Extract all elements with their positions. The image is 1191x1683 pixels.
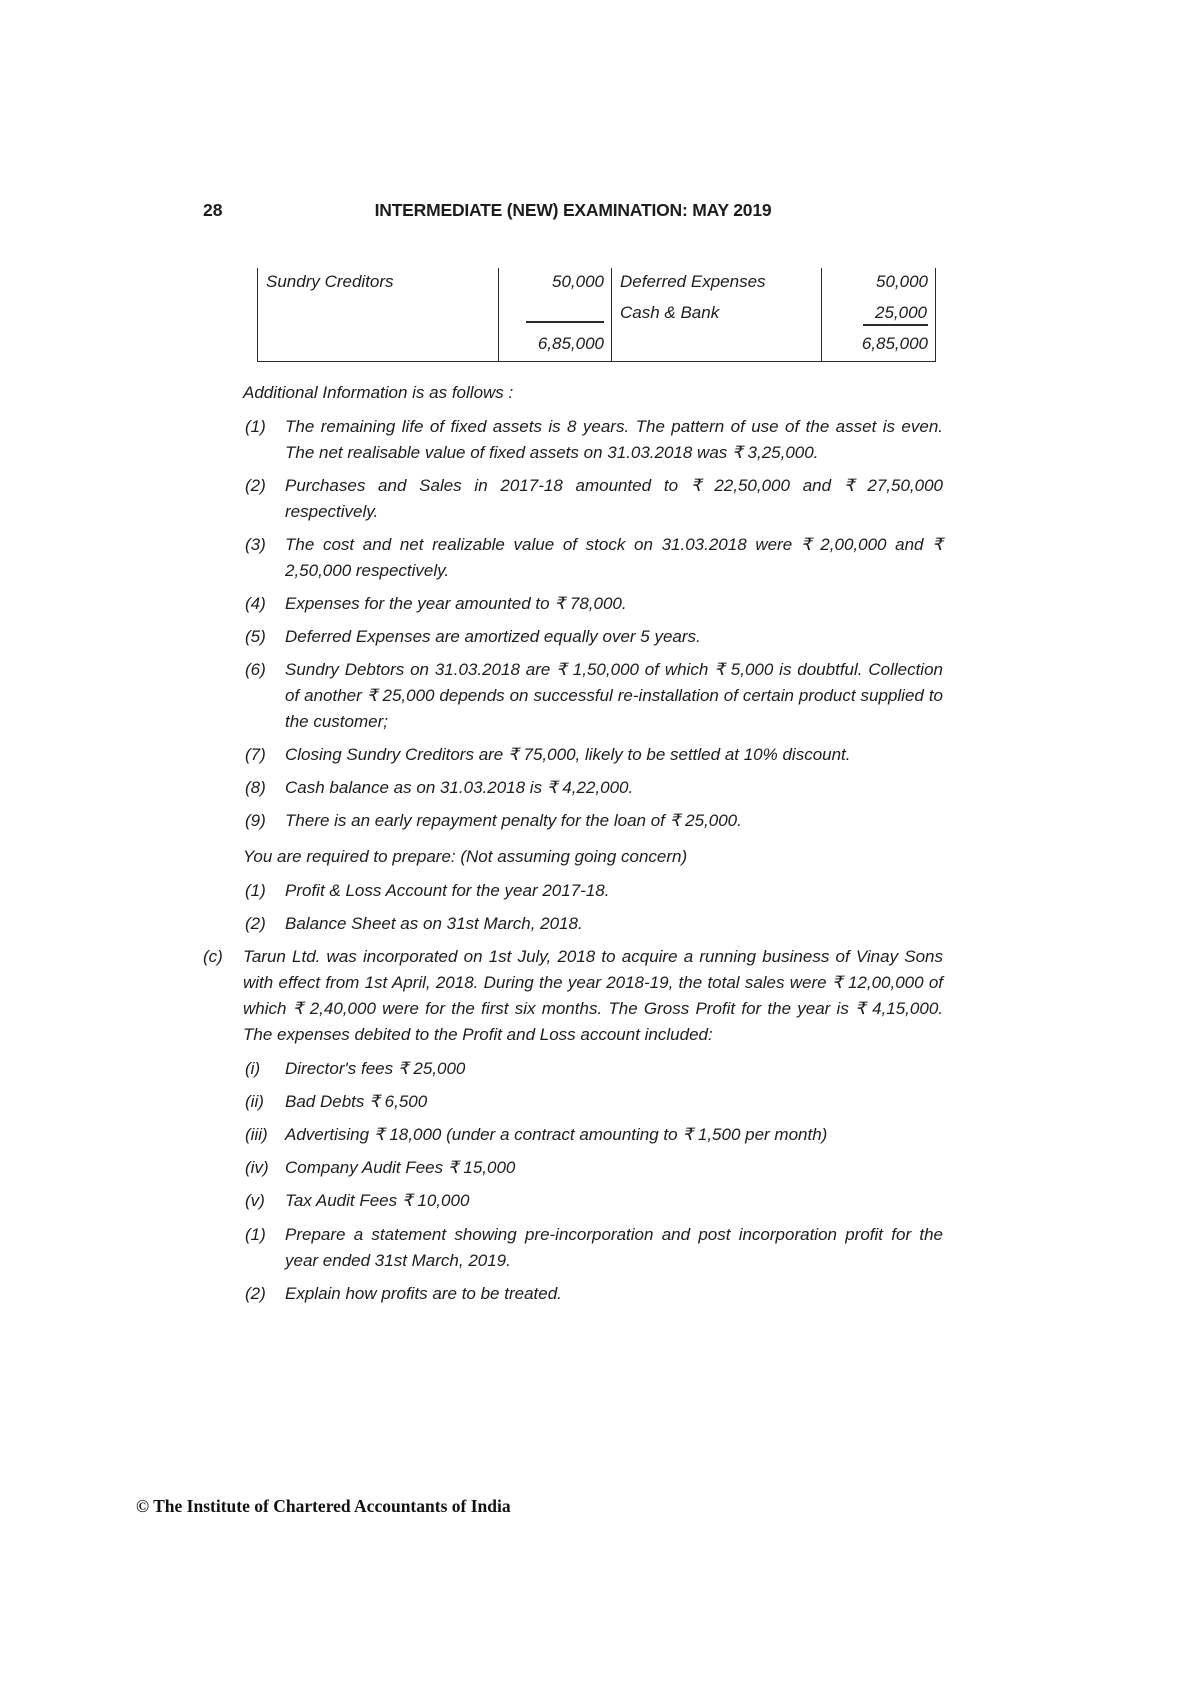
list-item — [245, 1089, 943, 1115]
footer-copyright: © The Institute of Chartered Accountants of India — [136, 1496, 511, 1516]
page-header — [203, 200, 943, 224]
item-number: (2) — [245, 1284, 266, 1303]
list-item — [245, 1122, 943, 1148]
list-item — [245, 1222, 943, 1274]
item-number: (9) — [245, 811, 266, 830]
list-item — [245, 1155, 943, 1181]
item-text: Advertising ₹ 18,000 (under a contract amounting to ₹ 1,500 per month) — [285, 1125, 828, 1144]
list-item — [245, 624, 943, 650]
item-number: (ii) — [245, 1092, 264, 1111]
list-item — [245, 1056, 943, 1082]
list-item — [245, 775, 943, 801]
item-number: (1) — [245, 881, 266, 900]
list-item — [245, 591, 943, 617]
liabilities-amount-cell: 50,000 — [499, 268, 612, 299]
question-body — [203, 380, 943, 1314]
assets-name-cell: Cash & Bank — [612, 299, 822, 330]
additional-info-heading: Additional Information is as follows : — [243, 383, 514, 402]
part-c-paragraph: Tarun Ltd. was incorporated on 1st July, 2018 to acquire a running business of Vinay Sons with effect from 1st April, 2018. During the year 2018-19, the total sales were ₹ 12,00,000 of which ₹ 2,40,000 were for the first six months. The Gross Profit for the year is ₹ 4,15,000. The expenses debited to the Profit and Loss account included: — [243, 947, 943, 1044]
assets-total-cell: 6,85,000 — [861, 334, 928, 353]
list-item — [245, 473, 943, 525]
item-text: Explain how profits are to be treated. — [285, 1284, 562, 1303]
table-row — [258, 268, 935, 299]
page-number: 28 — [203, 200, 223, 220]
item-number: (1) — [245, 1225, 266, 1244]
item-text: Company Audit Fees ₹ 15,000 — [285, 1158, 516, 1177]
list-item — [245, 878, 943, 904]
item-number: (8) — [245, 778, 266, 797]
additional-info-list — [245, 414, 943, 834]
item-text: There is an early repayment penalty for the loan of ₹ 25,000. — [285, 811, 742, 830]
liabilities-name-cell — [258, 330, 499, 361]
liabilities-name-cell: Sundry Creditors — [258, 268, 499, 299]
tasks-list — [245, 1222, 943, 1307]
table-row — [258, 330, 935, 361]
expenses-list — [245, 1056, 943, 1214]
liabilities-total-cell: 6,85,000 — [499, 330, 612, 361]
item-text: Purchases and Sales in 2017-18 amounted to ₹ 22,50,000 and ₹ 27,50,000 respectively. — [285, 476, 943, 521]
balance-sheet-table — [257, 268, 936, 362]
item-text: Balance Sheet as on 31st March, 2018. — [285, 914, 583, 933]
item-number: (1) — [245, 417, 266, 436]
list-item — [245, 808, 943, 834]
underlined-amount: 25,000 — [863, 303, 928, 326]
item-text: Director's fees ₹ 25,000 — [285, 1059, 466, 1078]
item-text: Tax Audit Fees ₹ 10,000 — [285, 1191, 470, 1210]
item-text: Prepare a statement showing pre-incorporation and post incorporation profit for the year ended 31st March, 2019. — [285, 1225, 943, 1270]
requirement-list — [245, 878, 943, 937]
liabilities-name-cell — [258, 299, 499, 330]
item-text: The remaining life of fixed assets is 8 years. The pattern of use of the asset is even. The net realisable value of fixed assets on 31.03.2018 was ₹ 3,25,000. — [285, 417, 943, 462]
item-number: (4) — [245, 594, 266, 613]
item-number: (6) — [245, 660, 266, 679]
item-number: (7) — [245, 745, 266, 764]
item-text: Profit & Loss Account for the year 2017-18. — [285, 881, 610, 900]
list-item — [245, 414, 943, 466]
page-content — [203, 200, 943, 1314]
table-row — [258, 299, 935, 330]
list-item — [245, 1188, 943, 1214]
item-text: Bad Debts ₹ 6,500 — [285, 1092, 428, 1111]
item-text: Cash balance as on 31.03.2018 is ₹ 4,22,000. — [285, 778, 634, 797]
list-item — [245, 1281, 943, 1307]
sum-rule — [526, 303, 604, 323]
list-item — [245, 742, 943, 768]
part-c — [203, 944, 943, 1314]
item-number: (iv) — [245, 1158, 269, 1177]
item-number: (2) — [245, 914, 266, 933]
liabilities-amount-cell — [499, 299, 612, 330]
part-c-body — [243, 944, 943, 1314]
item-text: Sundry Debtors on 31.03.2018 are ₹ 1,50,000 of which ₹ 5,000 is doubtful. Collection of another ₹ 25,000 depends on successful re-installation of certain product supplied to the customer; — [285, 660, 943, 731]
item-text: Closing Sundry Creditors are ₹ 75,000, likely to be settled at 10% discount. — [285, 745, 851, 764]
assets-name-cell: Deferred Expenses — [612, 268, 822, 299]
item-number: (3) — [245, 535, 266, 554]
item-text: Deferred Expenses are amortized equally over 5 years. — [285, 627, 701, 646]
header-title: INTERMEDIATE (NEW) EXAMINATION: MAY 2019 — [374, 200, 772, 220]
item-number: (i) — [245, 1059, 261, 1078]
list-item — [245, 911, 943, 937]
requirement-intro: You are required to prepare: (Not assuming going concern) — [243, 847, 688, 866]
item-text: Expenses for the year amounted to ₹ 78,000. — [285, 594, 627, 613]
assets-name-cell — [612, 330, 822, 361]
item-number: (2) — [245, 476, 266, 495]
item-number: (5) — [245, 627, 266, 646]
part-label: (c) — [203, 947, 223, 966]
item-text: The cost and net realizable value of stock on 31.03.2018 were ₹ 2,00,000 and ₹ 2,50,000 respectively. — [285, 535, 943, 580]
item-number: (v) — [245, 1191, 265, 1210]
assets-amount-cell: 50,000 — [876, 272, 928, 291]
item-number: (iii) — [245, 1125, 268, 1144]
assets-amount-cell — [822, 299, 935, 330]
list-item — [245, 657, 943, 735]
list-item — [245, 532, 943, 584]
